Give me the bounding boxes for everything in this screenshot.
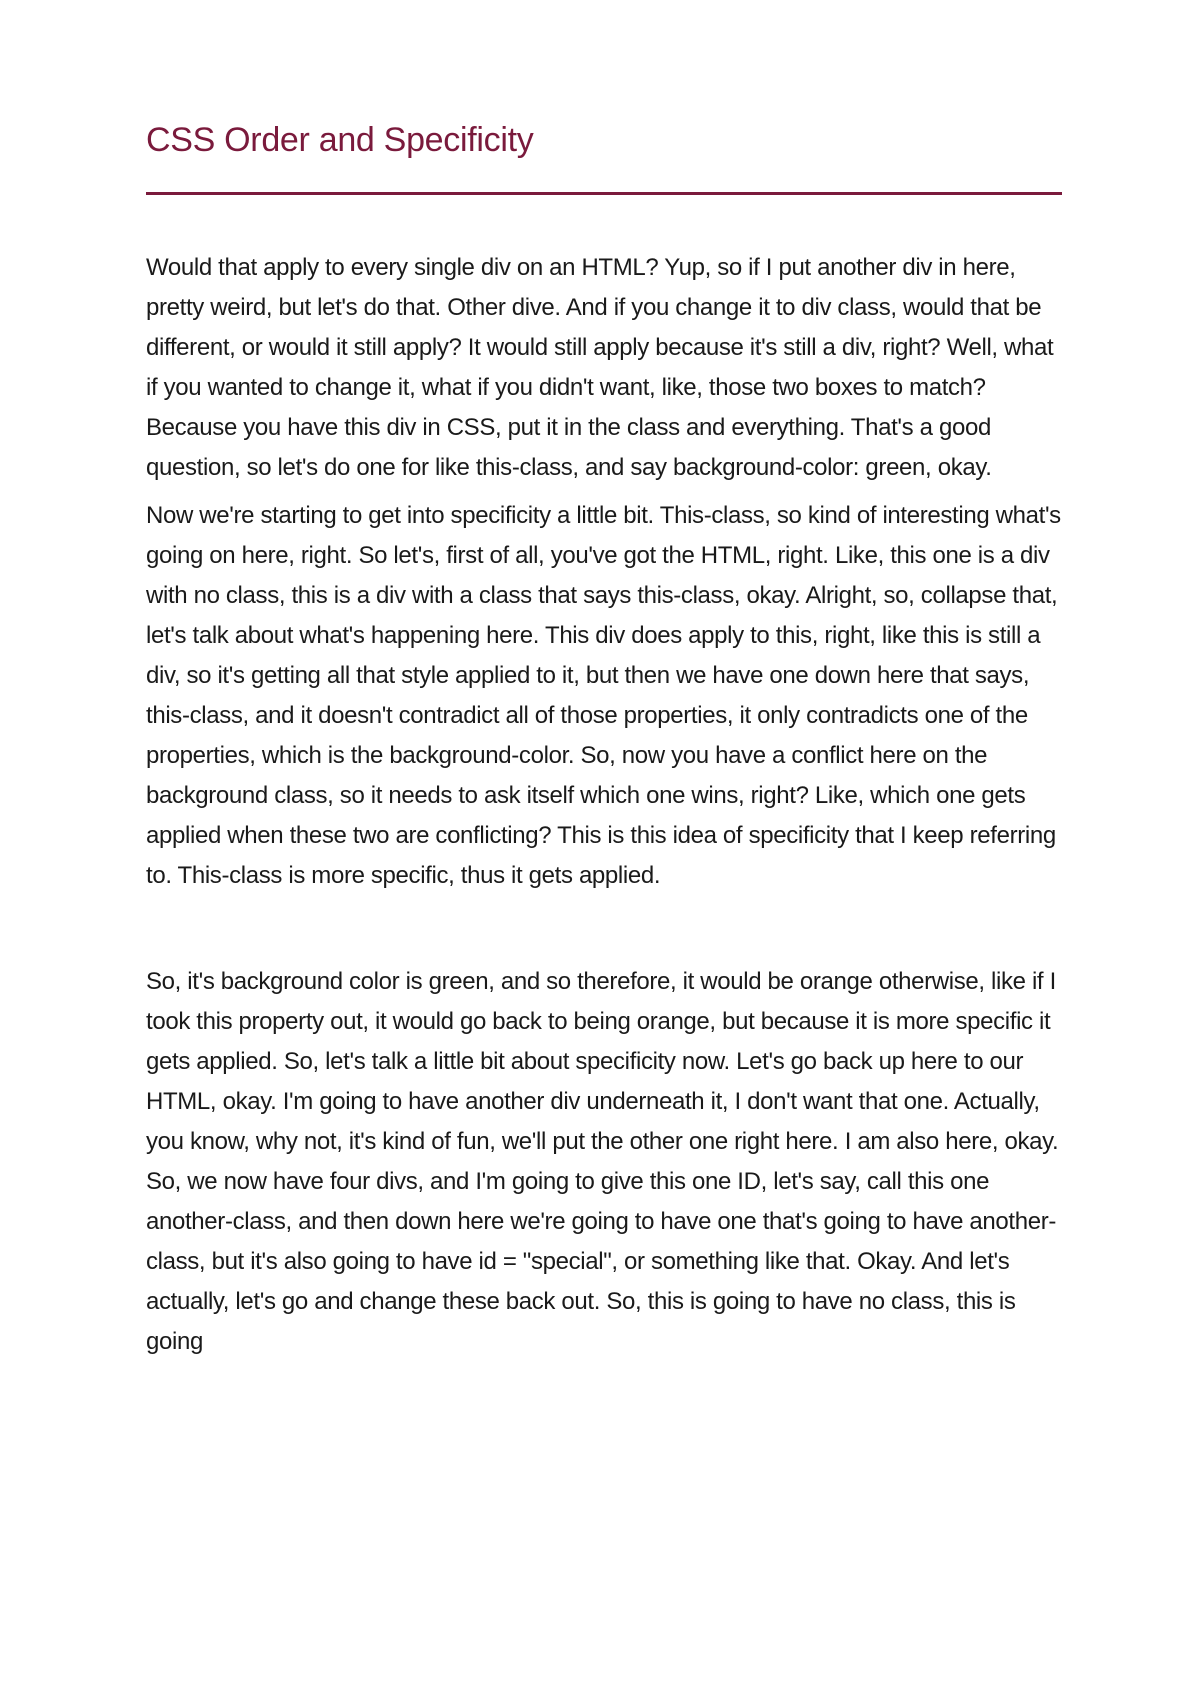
paragraph: So, it's background color is green, and so therefore, it would be orange otherwise, like if I took this property out, it would go back to being orange, but because it is more specific it gets applied. So, let's talk a little bit about specificity now. Let's go back up here to our HTML, okay. I'm going to have another div underneath it, I don't want that one. Actually, you know, why not, it's kind of fun, we'll put the other one right here. I am also here, okay. So, we now have four divs, and I'm going to give this one ID, let's say, call this one another-class, and then down here we're going to have one that's going to have another-class, but it's also going to have id = "special", or something like that. Okay. And let's actually, let's go and change these back out. So, this is going to have no class, this is going (146, 968, 1059, 1355)
document-body (146, 248, 1066, 1362)
paragraph: Now we're starting to get into specificity a little bit. This-class, so kind of interesting what's going on here, right. So let's, first of all, you've got the HTML, right. Like, this one is a div with no class, this is a div with a class that says this-class, okay. Alright, so, collapse that, let's talk about what's happening here. This div does apply to this, right, like this is still a div, so it's getting all that style applied to it, but then we have one down here that says, this-class, and it doesn't contradict all of those properties, it only contradicts one of the properties, which is the background-color. So, now you have a conflict here on the background class, so it needs to ask itself which one wins, right? Like, which one gets applied when these two are conflicting? This is this idea of specificity that I keep referring to. This-class is more specific, thus it gets applied. (146, 502, 1061, 889)
paragraph: Would that apply to every single div on an HTML? Yup, so if I put another div in here, pretty weird, but let's do that. Other dive. And if you change it to div class, would that be different, or would it still apply? It would still apply because it's still a div, right? Well, what if you wanted to change it, what if you didn't want, like, those two boxes to match? Because you have this div in CSS, put it in the class and everything. That's a good question, so let's do one for like this-class, and say background-color: green, okay. (146, 254, 1054, 481)
title-divider (146, 192, 1062, 195)
page-title: CSS Order and Specificity (146, 121, 534, 159)
